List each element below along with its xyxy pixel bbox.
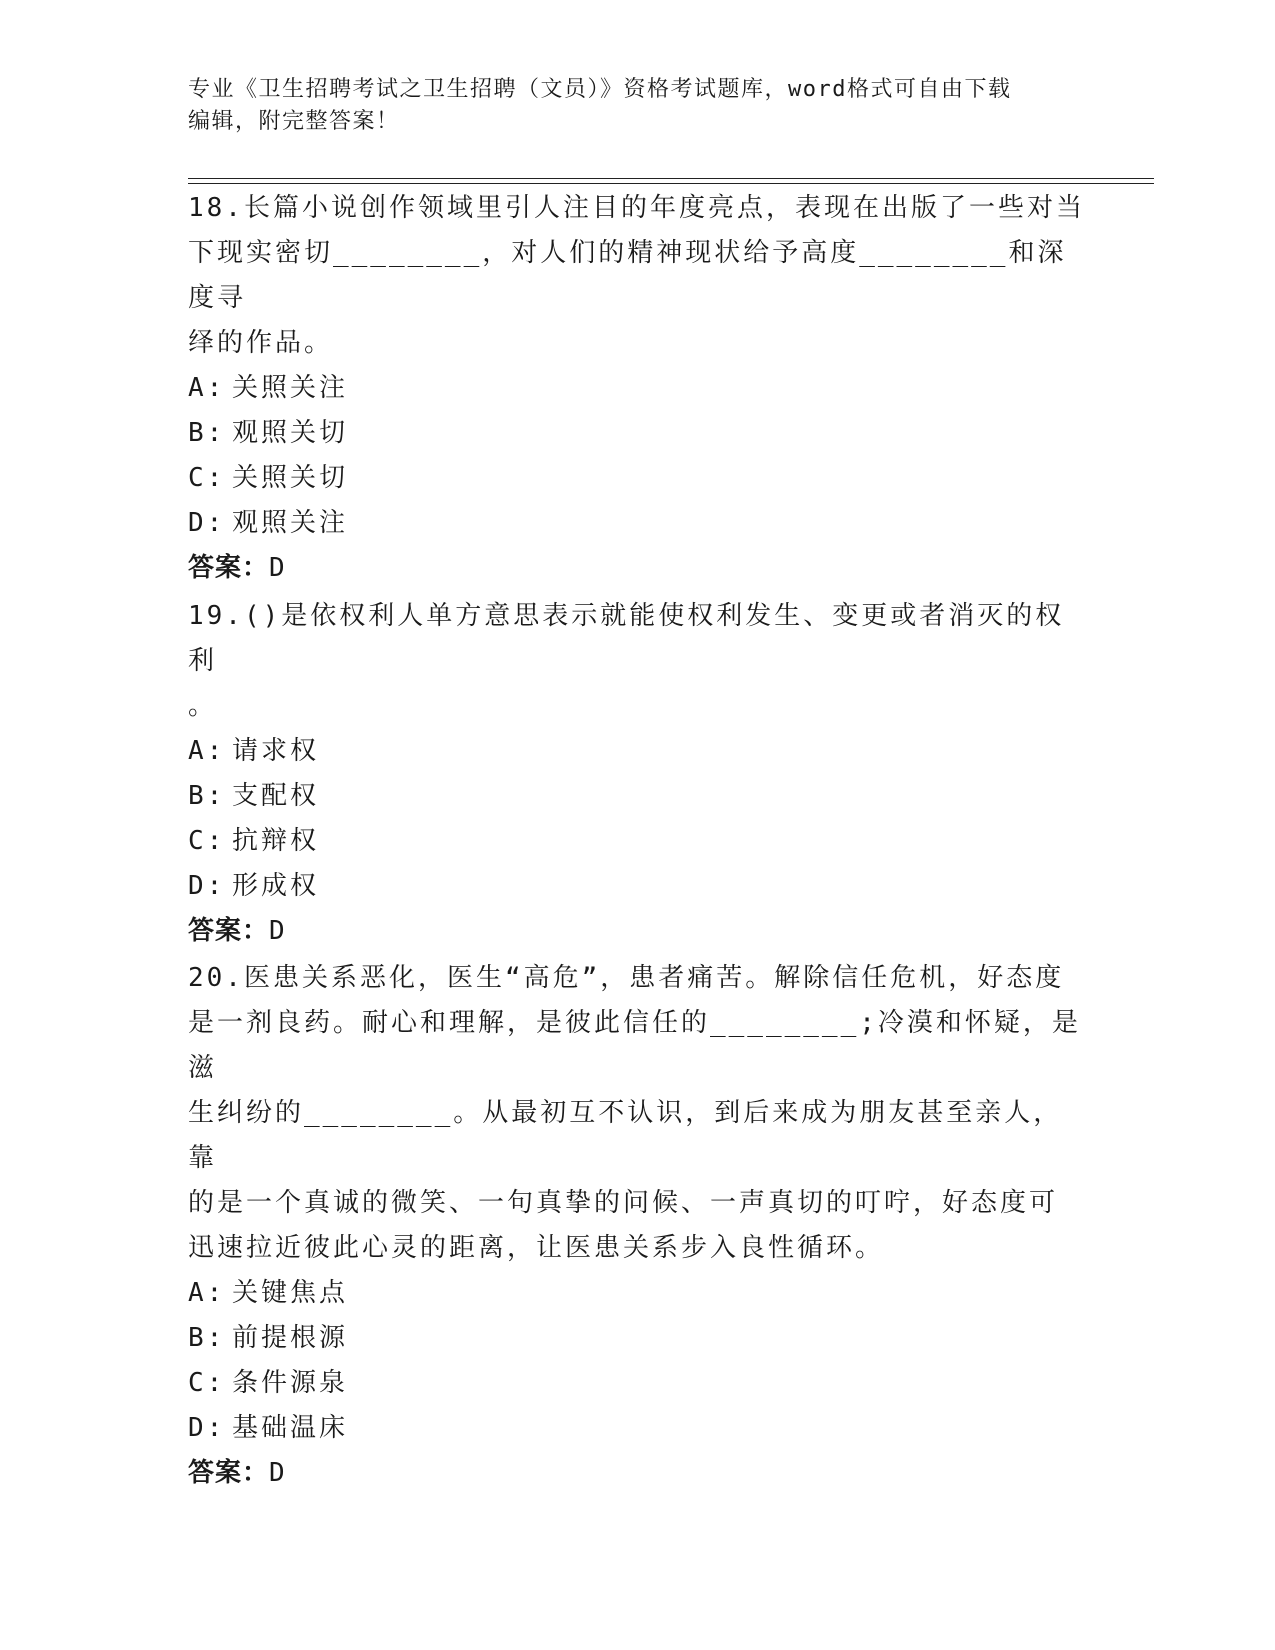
question-stem (188, 186, 1088, 366)
stem-line: 是一剂良药。耐心和理解，是彼此信任的________;冷漠和怀疑，是滋 (188, 1008, 1081, 1083)
answer (188, 1451, 1088, 1496)
question-18 (188, 186, 1088, 591)
question-20 (188, 956, 1088, 1496)
stem-line: 绎的作品。 (188, 328, 334, 358)
option-key: C: (188, 1368, 226, 1398)
option-text: 关照关切 (232, 463, 349, 493)
option-b (188, 411, 1088, 456)
question-stem (188, 594, 1088, 729)
option-text: 观照关切 (232, 418, 349, 448)
option-a (188, 729, 1088, 774)
option-text: 请求权 (232, 736, 320, 766)
option-a (188, 1271, 1088, 1316)
stem-line: 19.()是依权利人单方意思表示就能使权利发生、变更或者消灭的权利 (188, 601, 1065, 676)
stem-line: 迅速拉近彼此心灵的距离，让医患关系步入良性循环。 (188, 1233, 885, 1263)
option-d (188, 501, 1088, 546)
option-c (188, 456, 1088, 501)
option-key: D: (188, 871, 226, 901)
option-key: B: (188, 418, 226, 448)
option-key: D: (188, 508, 226, 538)
stem-line: 生纠纷的________。从最初互不认识，到后来成为朋友甚至亲人，靠 (188, 1098, 1063, 1173)
answer-value: D (269, 916, 286, 946)
header-divider-top (188, 178, 1154, 179)
option-text: 支配权 (232, 781, 320, 811)
option-text: 关照关注 (232, 373, 349, 403)
option-b (188, 1316, 1088, 1361)
option-text: 前提根源 (232, 1323, 349, 1353)
stem-line: 20.医患关系恶化，医生“高危”，患者痛苦。解除信任危机，好态度 (188, 963, 1065, 993)
option-key: A: (188, 736, 226, 766)
option-key: B: (188, 781, 226, 811)
option-text: 观照关注 (232, 508, 349, 538)
option-key: A: (188, 1278, 226, 1308)
stem-line: 18.长篇小说创作领域里引人注目的年度亮点，表现在出版了一些对当 (188, 193, 1085, 223)
header-line-2: 编辑，附完整答案！ (188, 109, 400, 134)
stem-line: 下现实密切________，对人们的精神现状给予高度________和深度寻 (188, 238, 1067, 313)
stem-line: 的是一个真诚的微笑、一句真挚的问候、一声真切的叮咛，好态度可 (188, 1188, 1059, 1218)
option-d (188, 1406, 1088, 1451)
header-line-1: 专业《卫生招聘考试之卫生招聘（文员）》资格考试题库，word格式可自由下载 (188, 77, 1012, 102)
option-key: A: (188, 373, 226, 403)
option-key: C: (188, 826, 226, 856)
option-b (188, 774, 1088, 819)
option-key: D: (188, 1413, 226, 1443)
answer (188, 546, 1088, 591)
option-c (188, 1361, 1088, 1406)
answer (188, 909, 1088, 954)
answer-label: 答案： (188, 1458, 270, 1488)
answer-label: 答案： (188, 916, 270, 946)
answer-value: D (269, 1458, 286, 1488)
option-a (188, 366, 1088, 411)
option-text: 基础温床 (232, 1413, 349, 1443)
answer-label: 答案： (188, 553, 270, 583)
stem-line: 。 (188, 691, 218, 721)
option-text: 关键焦点 (232, 1278, 349, 1308)
answer-value: D (269, 553, 286, 583)
option-text: 形成权 (232, 871, 320, 901)
option-key: C: (188, 463, 226, 493)
document-header (188, 74, 1088, 138)
option-c (188, 819, 1088, 864)
option-d (188, 864, 1088, 909)
option-key: B: (188, 1323, 226, 1353)
option-text: 抗辩权 (232, 826, 320, 856)
header-divider-bottom (188, 183, 1154, 184)
option-text: 条件源泉 (232, 1368, 349, 1398)
question-19 (188, 594, 1088, 954)
question-stem (188, 956, 1088, 1271)
